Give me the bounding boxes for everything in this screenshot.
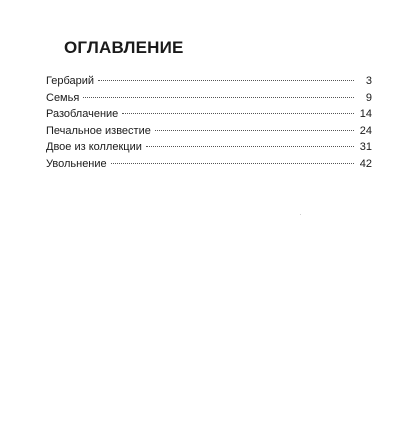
paper-speck — [300, 214, 301, 215]
toc-leader-dots — [155, 130, 354, 131]
toc-list — [46, 73, 372, 172]
toc-leader-dots — [83, 97, 354, 98]
toc-entry-page: 9 — [365, 91, 372, 104]
toc-leader-dots — [146, 146, 354, 147]
toc-leader-dots — [111, 163, 354, 164]
toc-entry — [46, 106, 372, 123]
toc-entry-label: Разоблачение — [46, 108, 119, 120]
toc-entry — [46, 139, 372, 156]
toc-leader-dots — [98, 80, 354, 81]
toc-entry-label: Семья — [46, 91, 80, 104]
toc-entry — [46, 90, 372, 107]
toc-entry-page: 31 — [359, 141, 372, 153]
toc-entry-page: 3 — [365, 75, 372, 87]
toc-entry-label: Двое из коллекции — [46, 141, 142, 153]
toc-entry-label: Гербарий — [46, 75, 95, 87]
toc-entry — [46, 73, 372, 90]
toc-entry — [46, 123, 372, 140]
toc-entry-page: 24 — [359, 124, 372, 137]
toc-entry-page: 14 — [359, 108, 372, 120]
toc-entry — [46, 156, 372, 173]
toc-title: ОГЛАВЛЕНИЕ — [64, 38, 184, 57]
toc-leader-dots — [122, 113, 354, 114]
toc-entry-page: 42 — [359, 157, 372, 170]
toc-entry-label: Печальное известие — [46, 124, 151, 137]
toc-entry-label: Увольнение — [46, 157, 107, 170]
